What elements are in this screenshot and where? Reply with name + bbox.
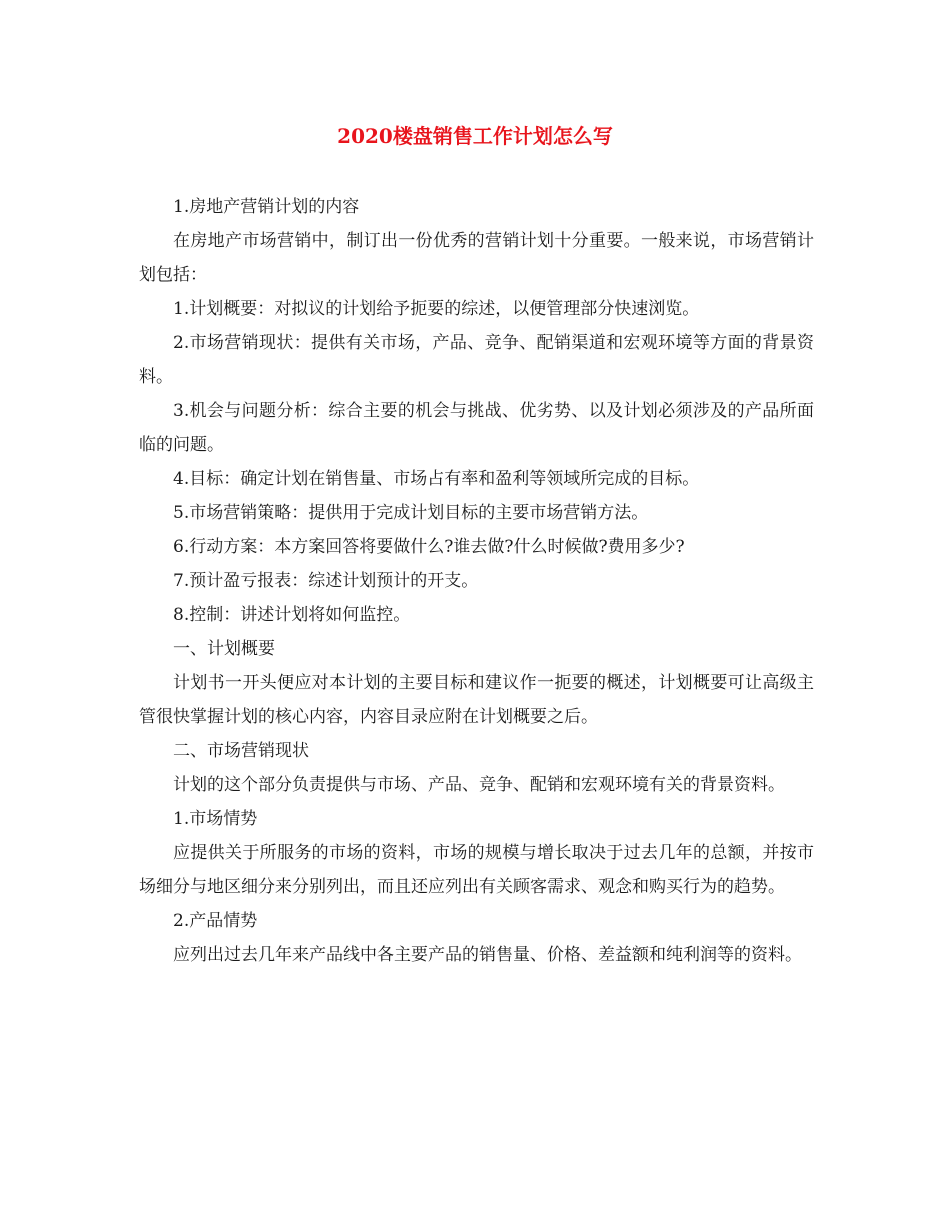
document-body xyxy=(139,190,814,972)
paragraph: 计划的这个部分负责提供与市场、产品、竞争、配销和宏观环境有关的背景资料。 xyxy=(173,775,785,795)
section-heading: 二、市场营销现状 xyxy=(173,741,309,761)
paragraph: 应提供关于所服务的市场的资料，市场的规模与增长取决于过去几年的总额，并按市场细分与地区细分来分别列出，而且还应列出有关顾客需求、观念和购买行为的趋势。 xyxy=(139,843,814,897)
subsection-heading: 1.市场情势 xyxy=(173,809,258,829)
paragraph: 在房地产市场营销中，制订出一份优秀的营销计划十分重要。一般来说，市场营销计划包括： xyxy=(139,231,814,285)
section-heading: 一、计划概要 xyxy=(173,639,275,659)
paragraph: 6.行动方案：本方案回答将要做什么?谁去做?什么时候做?费用多少? xyxy=(173,537,685,557)
paragraph: 8.控制：讲述计划将如何监控。 xyxy=(173,605,411,625)
paragraph: 2.市场营销现状：提供有关市场，产品、竞争、配销渠道和宏观环境等方面的背景资料。 xyxy=(139,333,814,387)
paragraph: 5.市场营销策略：提供用于完成计划目标的主要市场营销方法。 xyxy=(173,503,649,523)
paragraph: 1.房地产营销计划的内容 xyxy=(173,197,360,217)
document-title: 2020楼盘销售工作计划怎么写 xyxy=(337,124,613,148)
paragraph: 7.预计盈亏报表：综述计划预计的开支。 xyxy=(173,571,479,591)
paragraph: 3.机会与问题分析：综合主要的机会与挑战、优劣势、以及计划必须涉及的产品所面临的问题。 xyxy=(139,401,814,455)
paragraph: 计划书一开头便应对本计划的主要目标和建议作一扼要的概述，计划概要可让高级主管很快掌握计划的核心内容，内容目录应附在计划概要之后。 xyxy=(139,673,814,727)
paragraph: 应列出过去几年来产品线中各主要产品的销售量、价格、差益额和纯利润等的资料。 xyxy=(173,945,802,965)
subsection-heading: 2.产品情势 xyxy=(173,911,258,931)
paragraph: 4.目标：确定计划在销售量、市场占有率和盈利等领域所完成的目标。 xyxy=(173,469,700,489)
paragraph: 1.计划概要：对拟议的计划给予扼要的综述，以便管理部分快速浏览。 xyxy=(173,299,700,319)
